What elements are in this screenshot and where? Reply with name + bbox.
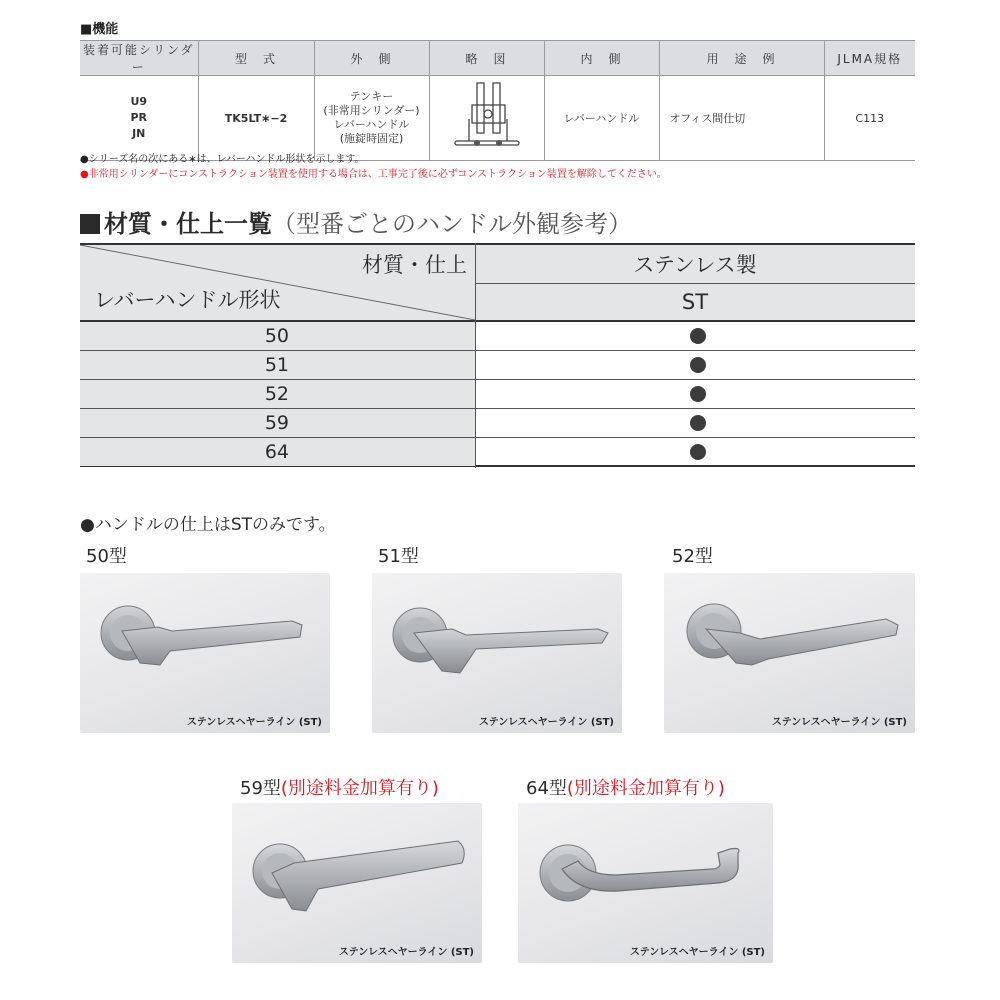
material-row bbox=[80, 409, 915, 438]
material-row bbox=[80, 322, 915, 351]
header-st-label: ST bbox=[681, 290, 709, 314]
cylinder-pr: PR bbox=[130, 111, 148, 124]
cylinder-cell bbox=[80, 76, 198, 161]
handle-52-model-label: 52型 bbox=[672, 546, 713, 567]
handle-64-photo bbox=[518, 803, 773, 963]
header-jlma: JLMA規格 bbox=[824, 41, 915, 76]
availability-dot-icon bbox=[690, 386, 706, 402]
jlma-cell: C113 bbox=[824, 76, 915, 161]
handle-52-caption: ステンレスヘヤーライン (ST) bbox=[771, 717, 907, 728]
header-usage: 用 途 例 bbox=[659, 41, 824, 76]
cylinder-u9: U9 bbox=[130, 95, 148, 108]
shape-number: 52 bbox=[80, 380, 475, 408]
inside-cell: レバーハンドル bbox=[544, 76, 659, 161]
material-row bbox=[80, 438, 915, 467]
handle-64-model-label bbox=[526, 774, 725, 800]
cylinder-jn: JN bbox=[132, 127, 146, 140]
outside-line-4: (施錠時固定) bbox=[339, 132, 404, 145]
handle-51-caption: ステンレスヘヤーライン (ST) bbox=[478, 717, 614, 728]
header-diagram: 略 図 bbox=[429, 41, 544, 76]
handle-64-extra-charge: (別途料金加算有り) bbox=[566, 778, 725, 799]
availability-dot-icon bbox=[690, 357, 706, 373]
handle-51-photo bbox=[372, 573, 622, 733]
lever-handle-51-image bbox=[372, 573, 622, 733]
shape-number: 50 bbox=[80, 322, 475, 350]
material-title-main: 材質・仕上一覧 bbox=[104, 210, 272, 238]
header-inside: 内 側 bbox=[544, 41, 659, 76]
handle-59-caption: ステンレスヘヤーライン (ST) bbox=[338, 947, 474, 958]
header-shape-label: レバーハンドル形状 bbox=[94, 288, 281, 312]
lever-handle-52-image bbox=[664, 573, 915, 733]
function-section-title: ■機能 bbox=[80, 22, 119, 37]
header-cylinder: 装着可能シリンダー bbox=[80, 41, 198, 76]
handle-59-photo bbox=[232, 803, 482, 963]
note-construction-warning: ●非常用シリンダーにコンストラクション装置を使用する場合は、工事完了後に必ずコンストラクション装置を解除してください。 bbox=[80, 169, 667, 180]
handle-51-model-label: 51型 bbox=[378, 546, 419, 567]
material-table bbox=[80, 243, 915, 468]
lever-handle-59-image bbox=[232, 803, 482, 963]
handle-59-model: 59型 bbox=[240, 778, 281, 799]
material-row bbox=[80, 351, 915, 380]
note-series-symbol: ●シリーズ名の次にある∗は、レバーハンドル形状を示します。 bbox=[80, 154, 365, 165]
availability-dot-icon bbox=[690, 444, 706, 460]
material-header-left bbox=[80, 243, 475, 322]
handle-59-model-label bbox=[240, 774, 439, 800]
outside-cell bbox=[314, 76, 429, 161]
material-title-paren: （型番ごとのハンドル外観参考） bbox=[272, 210, 632, 238]
header-divider bbox=[475, 283, 915, 284]
shape-number: 64 bbox=[80, 438, 475, 466]
function-table-header-row bbox=[80, 41, 915, 76]
diagram-cell bbox=[429, 76, 544, 161]
lever-handle-50-image bbox=[80, 573, 330, 733]
shape-number: 51 bbox=[80, 351, 475, 379]
header-model: 型 式 bbox=[198, 41, 314, 76]
lock-schematic-diagram bbox=[447, 79, 527, 155]
handle-59-extra-charge: (別途料金加算有り) bbox=[280, 778, 439, 799]
square-bullet-icon bbox=[80, 214, 100, 234]
header-material-label: ステンレス製 bbox=[633, 253, 757, 277]
handle-finish-note: ●ハンドルの仕上はSTのみです。 bbox=[80, 515, 336, 535]
function-table-row bbox=[80, 76, 915, 161]
header-finish-label: 材質・仕上 bbox=[362, 253, 467, 277]
material-section-title bbox=[80, 204, 632, 239]
material-header-right bbox=[475, 243, 915, 322]
handle-64-model: 64型 bbox=[526, 778, 567, 799]
outside-line-3: レバーハンドル bbox=[333, 118, 410, 131]
handle-50-model-label: 50型 bbox=[86, 546, 127, 567]
usage-cell: オフィス間仕切 bbox=[659, 76, 824, 161]
header-outside: 外 側 bbox=[314, 41, 429, 76]
column-divider bbox=[475, 243, 476, 468]
availability-dot-icon bbox=[690, 415, 706, 431]
outside-line-2: (非常用シリンダー) bbox=[323, 104, 420, 117]
handle-50-caption: ステンレスヘヤーライン (ST) bbox=[186, 717, 322, 728]
lever-handle-64-image bbox=[518, 803, 773, 963]
function-table bbox=[80, 40, 915, 161]
handle-52-photo bbox=[664, 573, 915, 733]
shape-number: 59 bbox=[80, 409, 475, 437]
availability-dot-icon bbox=[690, 328, 706, 344]
handle-50-photo bbox=[80, 573, 330, 733]
model-cell: TK5LT∗−2 bbox=[198, 76, 314, 161]
material-row bbox=[80, 380, 915, 409]
outside-line-1: テンキー bbox=[349, 90, 394, 103]
handle-64-caption: ステンレスヘヤーライン (ST) bbox=[629, 947, 765, 958]
